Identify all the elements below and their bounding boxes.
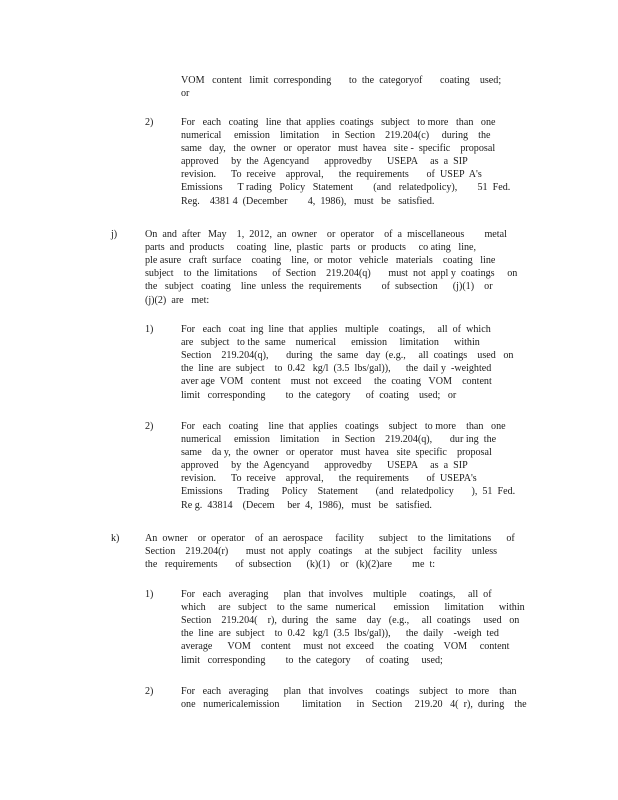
- text-line: limit corresponding to the category of coating used;: [181, 655, 443, 666]
- text-line: Section 219.204( r), during the same day (e.g., all coatings used on: [181, 615, 520, 626]
- text-line: For each averaging plan that involves multiple coatings, all of: [181, 589, 492, 600]
- text-line: Emissions Trading Policy Statement (and relatedpolicy ), 51 Fed.: [181, 486, 516, 497]
- text-line: parts and products coating line, plastic parts or products co ating line,: [145, 242, 477, 253]
- item-label: j): [111, 229, 118, 240]
- text-line: For each coating line that applies coatings subject to more than one: [181, 421, 506, 432]
- text-line: On and after May 1, 2012, an owner or operator of a miscellaneous metal: [145, 229, 507, 240]
- item-label: 1): [145, 589, 154, 600]
- text-line: the line are subject to 0.42 kg/l (3.5 lbs/gal)), the daily -weigh ted: [181, 628, 499, 639]
- text-line: approved by the Agencyand approvedby USEPA as a SIP: [181, 156, 468, 167]
- text-line: numerical emission limitation in Section 219.204(c) during the: [181, 130, 491, 141]
- text-line: approved by the Agencyand approvedby USEPA as a SIP: [181, 460, 468, 471]
- text-line: are subject to the same numerical emission limitation within: [181, 337, 480, 348]
- text-line: one numericalemission limitation in Section 219.20 4( r), during the: [181, 699, 527, 710]
- text-line: same day, the owner or operator must havea site - specific proposal: [181, 143, 496, 154]
- text-line: For each averaging plan that involves coatings subject to more than: [181, 686, 517, 697]
- text-line: Emissions T rading Policy Statement (and relatedpolicy), 51 Fed.: [181, 182, 511, 193]
- text-line: Re g. 43814 (Decem ber 4, 1986), must be satisfied.: [181, 500, 432, 511]
- text-line: For each coating line that applies coatings subject to more than one: [181, 117, 496, 128]
- text-line: (j)(2) are met:: [145, 295, 210, 306]
- item-label: 2): [145, 117, 154, 128]
- text-line: limit corresponding to the category of coating used; or: [181, 390, 457, 401]
- text-line: Section 219.204(q), during the same day (e.g., all coatings used on: [181, 350, 514, 361]
- text-line: average VOM content must not exceed the coating VOM content: [181, 641, 510, 652]
- text-line: VOM content limit corresponding to the categoryof coating used;: [181, 75, 502, 86]
- text-line: the line are subject to 0.42 kg/l (3.5 lbs/gal)), the dail y -weighted: [181, 363, 492, 374]
- text-line: For each coat ing line that applies multiple coatings, all of which: [181, 324, 491, 335]
- item-label: 1): [145, 324, 154, 335]
- item-label: 2): [145, 421, 154, 432]
- item-label: 2): [145, 686, 154, 697]
- text-line: ple asure craft surface coating line, or motor vehicle materials coating line: [145, 255, 496, 266]
- text-line: An owner or operator of an aerospace facility subject to the limitations of: [145, 533, 515, 544]
- item-label: k): [111, 533, 120, 544]
- text-line: Section 219.204(r) must not apply coatings at the subject facility unless: [145, 546, 498, 557]
- text-line: which are subject to the same numerical emission limitation within: [181, 602, 525, 613]
- text-line: revision. To receive approval, the requirements of USEPA's: [181, 473, 477, 484]
- text-line: numerical emission limitation in Section 219.204(q), dur ing the: [181, 434, 497, 445]
- text-line: the requirements of subsection (k)(1) or (k)(2)are me t:: [145, 559, 436, 570]
- text-line: subject to the limitations of Section 219.204(q) must not appl y coatings on: [145, 268, 518, 279]
- text-line: revision. To receive approval, the requirements of USEP A's: [181, 169, 482, 180]
- text-line: or: [181, 88, 190, 99]
- text-line: same da y, the owner or operator must havea site specific proposal: [181, 447, 492, 458]
- text-line: Reg. 4381 4 (December 4, 1986), must be satisfied.: [181, 196, 435, 207]
- text-line: the subject coating line unless the requirements of subsection (j)(1) or: [145, 281, 493, 292]
- text-line: aver age VOM content must not exceed the coating VOM content: [181, 376, 492, 387]
